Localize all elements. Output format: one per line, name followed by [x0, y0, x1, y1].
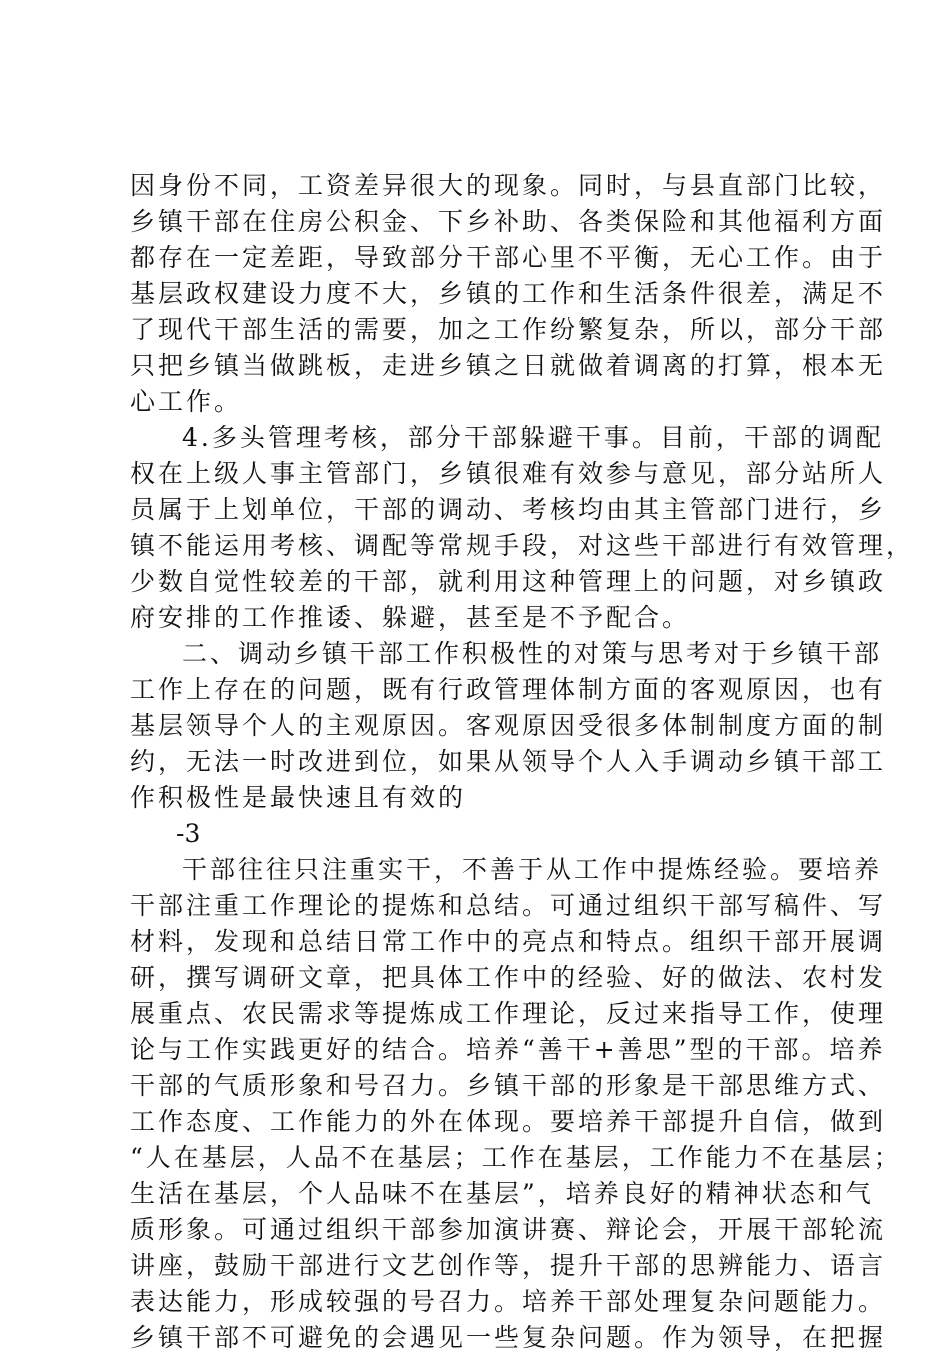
text-line: 只把乡镇当做跳板，走进乡镇之日就做着调离的打算，根本无: [130, 351, 887, 380]
text-line: 约，无法一时改进到位，如果从领导个人入手调动乡镇干部工: [130, 747, 887, 776]
text-line: 心工作。: [130, 387, 243, 416]
text-line: 府安排的工作推诿、躲避，甚至是不予配合。: [130, 603, 691, 632]
text-line: 了现代干部生活的需要，加之工作纷繁复杂，所以，部分干部: [130, 315, 887, 344]
text-line: 乡镇干部在住房公积金、下乡补助、各类保险和其他福利方面: [130, 207, 887, 236]
text-line: 工作态度、工作能力的外在体现。要培养干部提升自信，做到: [130, 1107, 887, 1136]
text-line: “人在基层，人品不在基层；工作在基层，工作能力不在基层；: [130, 1143, 902, 1172]
text-line: 工作上存在的问题，既有行政管理体制方面的客观原因，也有: [130, 675, 887, 704]
text-line: 二、调动乡镇干部工作积极性的对策与思考对于乡镇干部: [182, 639, 883, 668]
text-line: 4.多头管理考核，部分干部躲避干事。目前，干部的调配: [182, 423, 884, 452]
text-line: 少数自觉性较差的干部，就利用这种管理上的问题，对乡镇政: [130, 567, 887, 596]
text-line: 研，撰写调研文章，把具体工作中的经验、好的做法、农村发: [130, 963, 887, 992]
text-line: 权在上级人事主管部门，乡镇很难有效参与意见，部分站所人: [130, 459, 887, 488]
text-line: 员属于上划单位，干部的调动、考核均由其主管部门进行，乡: [130, 495, 887, 524]
text-line: 讲座，鼓励干部进行文艺创作等，提升干部的思辨能力、语言: [130, 1251, 887, 1280]
text-line: 基层领导个人的主观原因。客观原因受很多体制制度方面的制: [130, 711, 887, 740]
text-line: 生活在基层，个人品味不在基层”，培养良好的精神状态和气: [130, 1179, 874, 1208]
text-line: 论与工作实践更好的结合。培养“善干+善思”型的干部。培养: [130, 1035, 886, 1064]
text-line: 干部的气质形象和号召力。乡镇干部的形象是干部思维方式、: [130, 1071, 887, 1100]
text-line: 质形象。可通过组织干部参加演讲赛、辩论会，开展干部轮流: [130, 1215, 887, 1244]
text-line: 展重点、农民需求等提炼成工作理论，反过来指导工作，使理: [130, 999, 887, 1028]
text-line: 干部往往只注重实干，不善于从工作中提炼经验。要培养: [182, 855, 883, 884]
text-line: 镇不能运用考核、调配等常规手段，对这些干部进行有效管理，: [130, 531, 915, 560]
text-line: 乡镇干部不可避免的会遇见一些复杂问题。作为领导，在把握: [130, 1323, 887, 1352]
text-line: 都存在一定差距，导致部分干部心里不平衡，无心工作。由于: [130, 243, 887, 272]
text-line: 因身份不同，工资差异很大的现象。同时，与县直部门比较，: [130, 171, 887, 200]
page-marker: -3: [176, 819, 201, 848]
text-line: 基层政权建设力度不大，乡镇的工作和生活条件很差，满足不: [130, 279, 887, 308]
text-line: 作积极性是最快速且有效的: [130, 783, 467, 812]
text-line: 干部注重工作理论的提炼和总结。可通过组织干部写稿件、写: [130, 891, 887, 920]
text-line: 表达能力，形成较强的号召力。培养干部处理复杂问题能力。: [130, 1287, 887, 1316]
text-line: 材料，发现和总结日常工作中的亮点和特点。组织干部开展调: [130, 927, 887, 956]
